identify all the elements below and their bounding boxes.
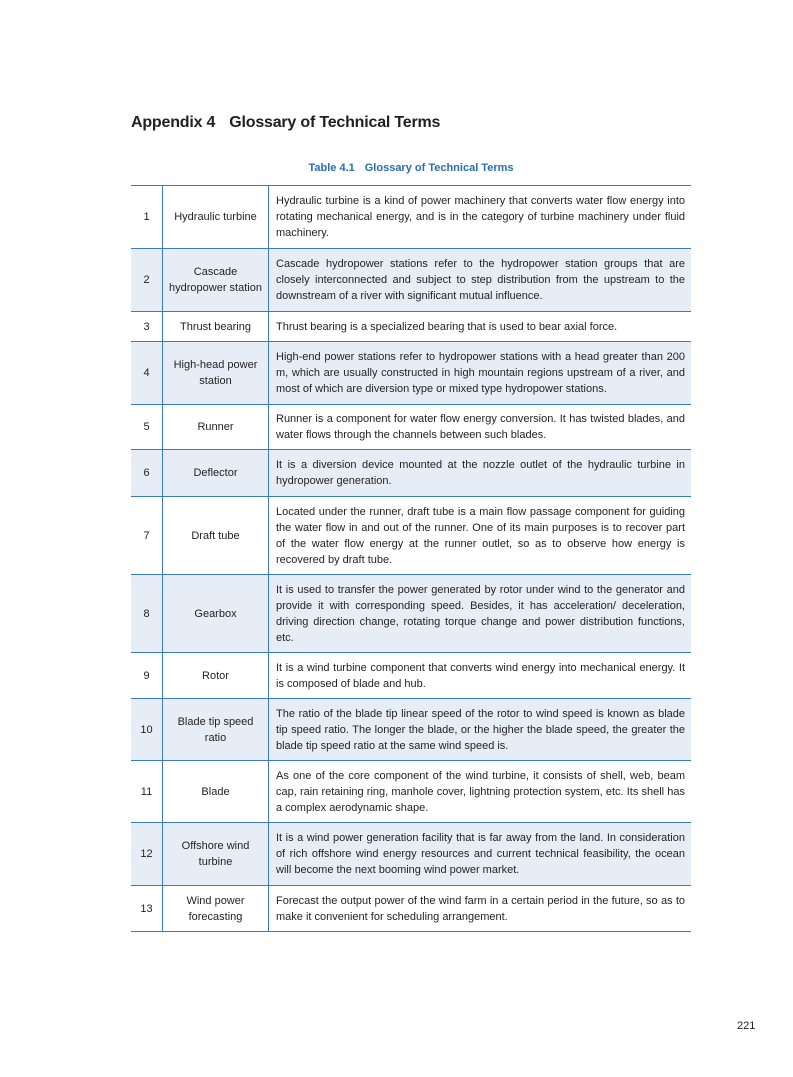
row-number: 11 [131,761,163,823]
row-term: Wind power forecasting [163,886,269,932]
table-caption-title: Glossary of Technical Terms [364,162,514,174]
row-number: 13 [131,886,163,932]
table-row [131,653,691,699]
row-definition: Thrust bearing is a specialized bearing that is used to bear axial force. [269,312,692,342]
row-number: 3 [131,312,163,342]
row-term: Thrust bearing [163,312,269,342]
table-row [131,405,691,450]
row-term: Offshore wind turbine [163,823,269,886]
appendix-heading [131,114,440,132]
table-row [131,886,691,932]
table-caption [131,162,691,174]
glossary-table [131,185,691,932]
table-row [131,823,691,886]
table-row [131,186,691,249]
row-term: Draft tube [163,497,269,575]
row-definition: High-end power stations refer to hydropower stations with a head greater than 200 m, which are usually constructed in high mountain regions upstream of a river, and most of which are diversion type or mixed type hydropower stations. [269,342,692,405]
table-row [131,699,691,761]
row-number: 2 [131,249,163,312]
row-definition: Hydraulic turbine is a kind of power machinery that converts water flow energy into rotating mechanical energy, and is in the category of turbine machinery under fluid machinery. [269,186,692,249]
row-term: Blade tip speed ratio [163,699,269,761]
row-term: Blade [163,761,269,823]
row-definition: It is used to transfer the power generated by rotor under wind to the generator and provide it with corresponding speed. Besides, it has acceleration/ deceleration, driving direction change, rotating torque change and power distribution functions, etc. [269,575,692,653]
appendix-label: Appendix 4 [131,114,216,131]
table-row [131,249,691,312]
row-definition: Forecast the output power of the wind farm in a certain period in the future, so as to make it convenient for scheduling arrangement. [269,886,692,932]
table-row [131,450,691,497]
table-caption-label: Table 4.1 [308,162,355,174]
row-term: Gearbox [163,575,269,653]
row-definition: As one of the core component of the wind turbine, it consists of shell, web, beam cap, rain retaining ring, manhole cover, lightning protection system, etc. Its shell has a complex aerodynamic shape. [269,761,692,823]
row-number: 8 [131,575,163,653]
table-row [131,497,691,575]
appendix-title: Glossary of Technical Terms [229,114,441,131]
row-number: 1 [131,186,163,249]
row-number: 9 [131,653,163,699]
row-number: 6 [131,450,163,497]
row-term: High-head power station [163,342,269,405]
row-term: Runner [163,405,269,450]
row-number: 5 [131,405,163,450]
row-definition: It is a wind turbine component that converts wind energy into mechanical energy. It is composed of blade and hub. [269,653,692,699]
row-definition: The ratio of the blade tip linear speed of the rotor to wind speed is known as blade tip speed ratio. The longer the blade, or the higher the blade speed, the greater the blade tip speed ratio at the same wind speed is. [269,699,692,761]
row-number: 4 [131,342,163,405]
row-term: Rotor [163,653,269,699]
table-row [131,575,691,653]
table-row [131,342,691,405]
row-definition: It is a diversion device mounted at the nozzle outlet of the hydraulic turbine in hydropower generation. [269,450,692,497]
row-term: Cascade hydropower station [163,249,269,312]
row-definition: Located under the runner, draft tube is a main flow passage component for guiding the water flow in and out of the runner. One of its main purposes is to recover part of the water flow energy at the runner outlet, so as to observe how energy is recovered by draft tube. [269,497,692,575]
table-row [131,312,691,342]
row-term: Deflector [163,450,269,497]
row-definition: It is a wind power generation facility that is far away from the land. In consideration of rich offshore wind energy resources and current technical feasibility, the ocean will become the next booming wind power market. [269,823,692,886]
row-definition: Cascade hydropower stations refer to the hydropower station groups that are closely interconnected and subject to step distribution from the upstream to the downstream of a river with significant mutual influence. [269,249,692,312]
row-number: 10 [131,699,163,761]
table-row [131,761,691,823]
row-number: 12 [131,823,163,886]
row-definition: Runner is a component for water flow energy conversion. It has twisted blades, and water flows through the channels between such blades. [269,405,692,450]
page-number: 221 [737,1020,756,1032]
row-term: Hydraulic turbine [163,186,269,249]
row-number: 7 [131,497,163,575]
